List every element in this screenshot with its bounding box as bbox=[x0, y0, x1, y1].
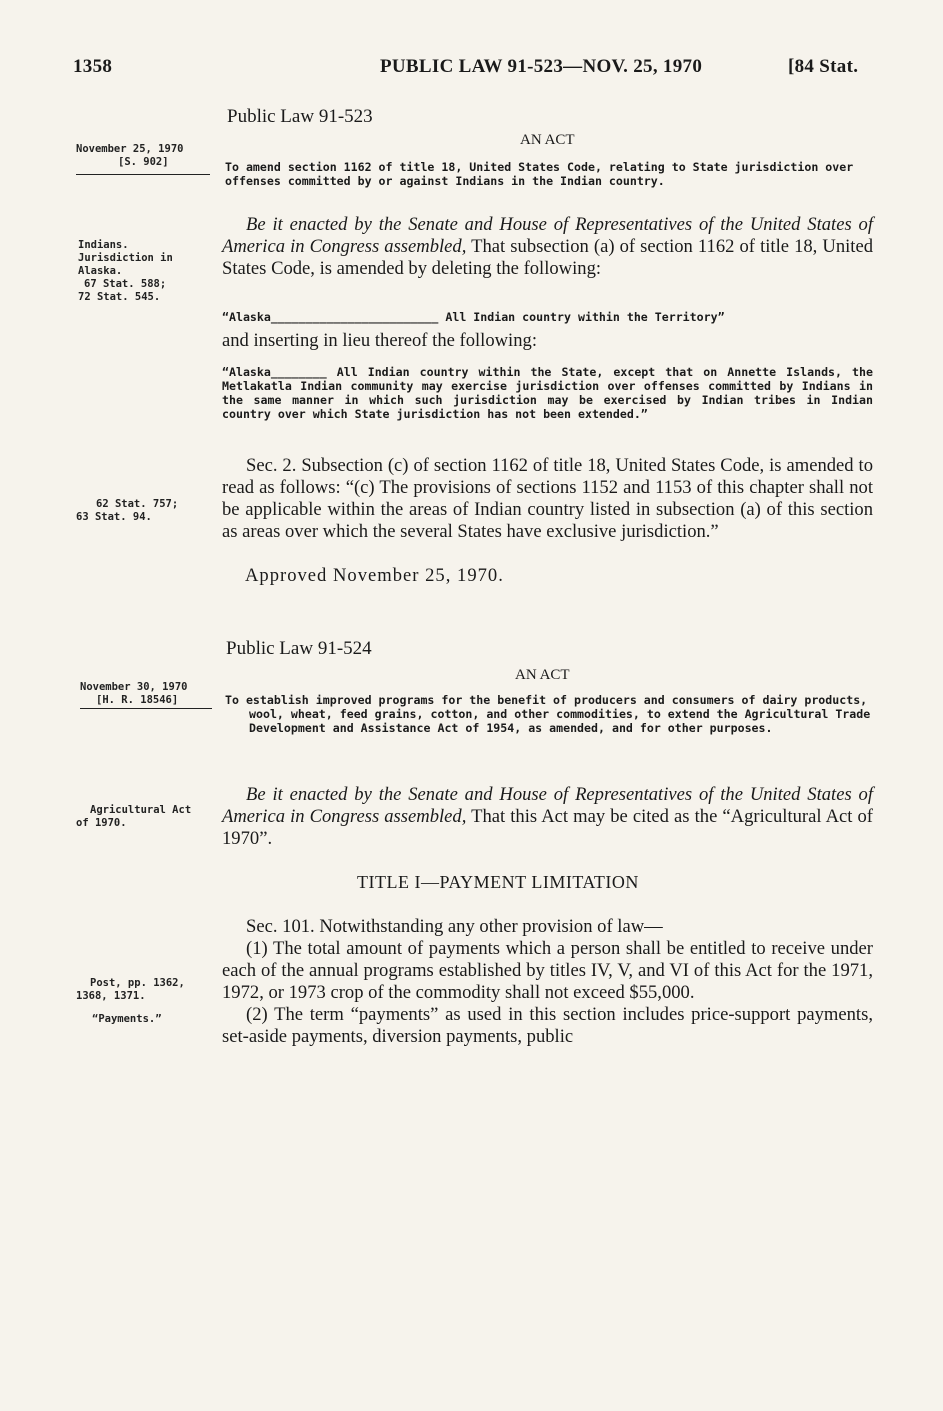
margin-line: of 1970. bbox=[76, 817, 127, 829]
law1-an-act: AN ACT bbox=[520, 132, 575, 148]
section-101-para-1: (1) The total amount of payments which a person shall be entitled to receive under each of the annual programs established by titles IV, V, and VI of this Act for the 1971, 1972, or 1973 crop of the commodity shall not exceed $55,000. bbox=[222, 938, 873, 1003]
law2-margin-note1 bbox=[76, 804, 216, 830]
law2-date: November 30, 1970 bbox=[80, 681, 188, 693]
enacting-rest: That subsection (a) of section 1162 of title 18, United States Code, is amended by deleting the following: bbox=[222, 236, 874, 279]
law1-approved: Approved November 25, 1970. bbox=[245, 565, 504, 586]
law1-purpose: To amend section 1162 of title 18, United States Code, relating to State jurisdiction over offenses committed by or against Indians in the Indian country. bbox=[225, 160, 854, 188]
law1-margin-rule bbox=[76, 174, 210, 175]
law1-bill: [S. 902] bbox=[118, 156, 169, 168]
law1-inserting: and inserting in lieu thereof the following: bbox=[222, 330, 537, 351]
law2-bill: [H. R. 18546] bbox=[96, 694, 179, 706]
margin-line: 62 Stat. 757; bbox=[96, 498, 179, 510]
law2-margin-note2 bbox=[76, 977, 216, 1026]
law1-quote-deleted: “Alaska________________________ All Indian country within the Territory” bbox=[222, 310, 725, 324]
law2-margin-date bbox=[80, 681, 220, 707]
law2-purpose bbox=[225, 693, 875, 735]
law2-purpose-text: To establish improved programs for the benefit of producers and consumers of dairy products, wool, wheat, feed grains, cotton, and other commodities, to extend the Agricultural Trade Development and Assistance Act of 1954, as amended, and for other purposes. bbox=[225, 693, 871, 735]
section-2-text: Sec. 2. Subsection (c) of section 1162 of title 18, United States Code, is amended to read as follows: “(c) The provisions of sections 1152 and 1153 of this chapter shall not be applicable within the areas of Indian country listed in subsection (a) of this section as areas over which the several States have exclusive jurisdiction.” bbox=[222, 455, 873, 542]
margin-line: Jurisdiction in bbox=[78, 252, 173, 264]
law1-margin-note2 bbox=[76, 498, 213, 524]
section-101-para-2: (2) The term “payments” as used in this section includes price-support payments, set-aside payments, diversion payments, public bbox=[222, 1004, 873, 1047]
margin-line: 67 Stat. 588; bbox=[84, 278, 167, 290]
law2-margin-rule bbox=[80, 708, 212, 709]
enacting-italic: Be it enacted by the Senate and House of Representatives of the United States of America in Congress assembled, bbox=[222, 214, 873, 257]
law2-enacting-clause bbox=[222, 784, 873, 850]
law1-date: November 25, 1970 bbox=[76, 143, 184, 155]
volume-reference: [84 Stat. bbox=[788, 56, 859, 77]
law2-an-act: AN ACT bbox=[515, 667, 570, 683]
section-101-intro: Sec. 101. Notwithstanding any other provision of law— bbox=[246, 916, 663, 937]
title-i-heading: TITLE I—PAYMENT LIMITATION bbox=[357, 872, 639, 892]
margin-line: 1368, 1371. bbox=[76, 990, 146, 1002]
margin-line: Alaska. bbox=[78, 265, 123, 277]
enacting-italic: Be it enacted by the Senate and House of Representatives of the United States of America in Congress assembled, bbox=[222, 784, 873, 827]
margin-line: 72 Stat. 545. bbox=[78, 291, 161, 303]
law2-section-101 bbox=[222, 916, 873, 1048]
law1-section-2 bbox=[222, 455, 873, 543]
margin-line: “Payments.” bbox=[92, 1013, 162, 1025]
law1-enacting-clause bbox=[222, 214, 873, 280]
margin-line: Indians. bbox=[78, 239, 129, 251]
margin-line: Agricultural Act bbox=[90, 804, 192, 816]
law1-margin-note1 bbox=[78, 239, 213, 304]
margin-line: 63 Stat. 94. bbox=[76, 511, 152, 523]
margin-line: Post, pp. 1362, bbox=[90, 977, 185, 989]
page-number: 1358 bbox=[73, 56, 113, 77]
law1-title: Public Law 91-523 bbox=[227, 106, 373, 127]
law1-margin-date bbox=[76, 143, 216, 169]
running-title: PUBLIC LAW 91-523—NOV. 25, 1970 bbox=[380, 56, 703, 77]
law1-quote-inserted: “Alaska________ All Indian country within the State, except that on Annette Islands, the Metlakatla Indian community may exercise jurisdiction over offenses committed by Indians in the same manner in which such jurisdiction may be exercised by Indian tribes in Indian country over which State jurisdiction has not been extended.” bbox=[222, 365, 873, 421]
law2-title: Public Law 91-524 bbox=[226, 638, 372, 659]
enacting-rest: That this Act may be cited as the “Agricultural Act of 1970”. bbox=[222, 806, 874, 849]
